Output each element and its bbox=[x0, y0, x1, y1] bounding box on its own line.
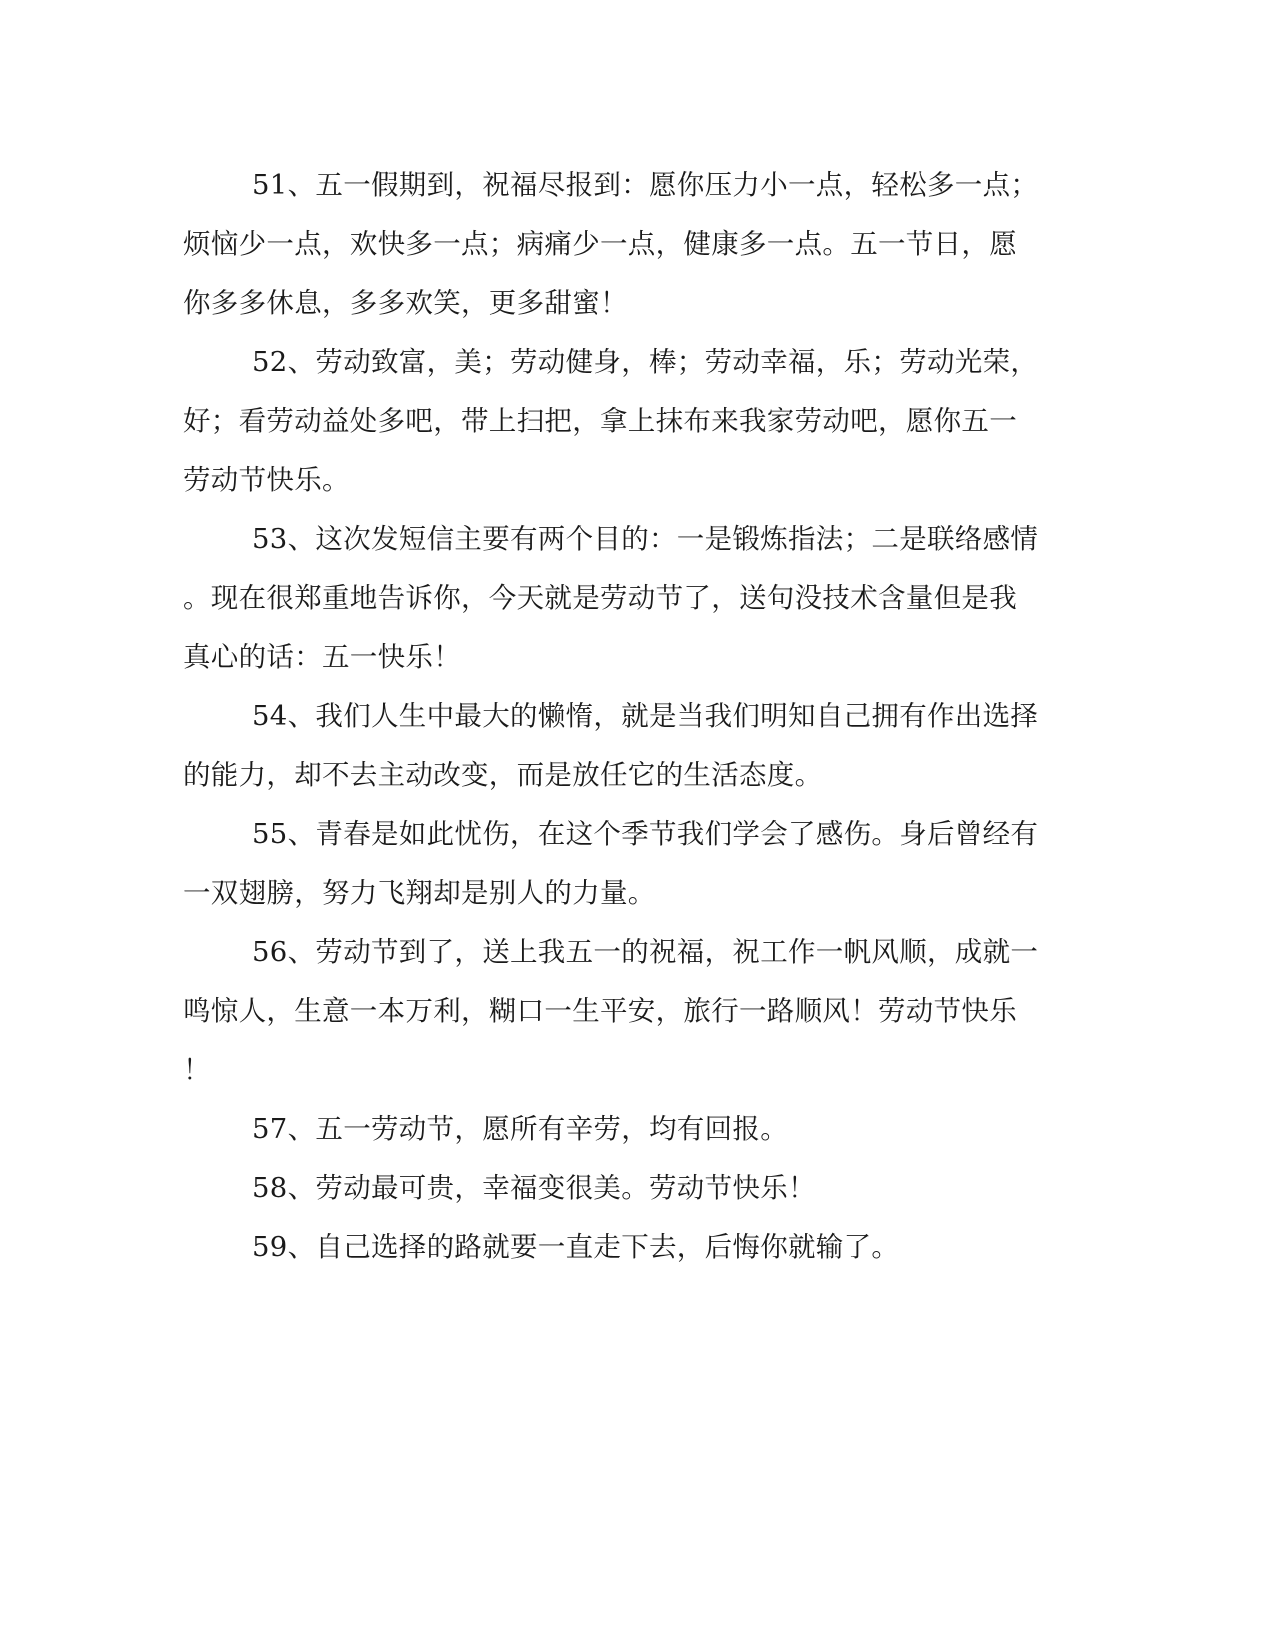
paragraph-line: 一双翅膀，努力飞翔却是别人的力量。 bbox=[183, 877, 656, 909]
paragraph-line: 54、我们人生中最大的懒惰，就是当我们明知自己拥有作出选择 bbox=[252, 700, 1039, 732]
paragraph-line: 真心的话：五一快乐！ bbox=[183, 641, 461, 673]
paragraph-line: 56、劳动节到了，送上我五一的祝福，祝工作一帆风顺，成就一 bbox=[252, 936, 1039, 968]
paragraph-line: 55、青春是如此忧伤，在这个季节我们学会了感伤。身后曾经有 bbox=[252, 818, 1039, 850]
paragraph-51 bbox=[183, 156, 1039, 333]
document-body bbox=[183, 156, 1039, 1277]
paragraph-56 bbox=[183, 923, 1039, 1100]
paragraph-52 bbox=[183, 333, 1039, 510]
paragraph-line: 58、劳动最可贵，幸福变很美。劳动节快乐！ bbox=[252, 1172, 816, 1204]
paragraph-55 bbox=[183, 805, 1039, 923]
paragraph-line: 烦恼少一点，欢快多一点；病痛少一点，健康多一点。五一节日，愿 bbox=[183, 228, 1017, 260]
paragraph-line: 59、自己选择的路就要一直走下去，后悔你就输了。 bbox=[252, 1231, 900, 1263]
paragraph-line: 57、五一劳动节，愿所有辛劳，均有回报。 bbox=[252, 1113, 788, 1145]
paragraph-line: ！ bbox=[183, 1054, 211, 1086]
paragraph-54 bbox=[183, 687, 1039, 805]
paragraph-line: 的能力，却不去主动改变，而是放任它的生活态度。 bbox=[183, 759, 823, 791]
paragraph-line: 51、五一假期到，祝福尽报到：愿你压力小一点，轻松多一点； bbox=[252, 169, 1039, 201]
paragraph-line: 好；看劳动益处多吧，带上扫把，拿上抹布来我家劳动吧，愿你五一 bbox=[183, 405, 1017, 437]
paragraph-line: 52、劳动致富，美；劳动健身，棒；劳动幸福，乐；劳动光荣， bbox=[252, 346, 1039, 378]
paragraph-line: 53、这次发短信主要有两个目的：一是锻炼指法；二是联络感情 bbox=[252, 523, 1039, 555]
paragraph-53 bbox=[183, 510, 1039, 687]
paragraph-line: 你多多休息，多多欢笑，更多甜蜜！ bbox=[183, 287, 628, 319]
paragraph-57 bbox=[183, 1100, 1033, 1159]
paragraph-58 bbox=[183, 1159, 1033, 1218]
paragraph-line: 。现在很郑重地告诉你，今天就是劳动节了，送句没技术含量但是我 bbox=[183, 582, 1017, 614]
paragraph-line: 鸣惊人，生意一本万利，糊口一生平安，旅行一路顺风！劳动节快乐 bbox=[183, 995, 1017, 1027]
paragraph-line: 劳动节快乐。 bbox=[183, 464, 350, 496]
paragraph-59 bbox=[183, 1218, 1033, 1277]
